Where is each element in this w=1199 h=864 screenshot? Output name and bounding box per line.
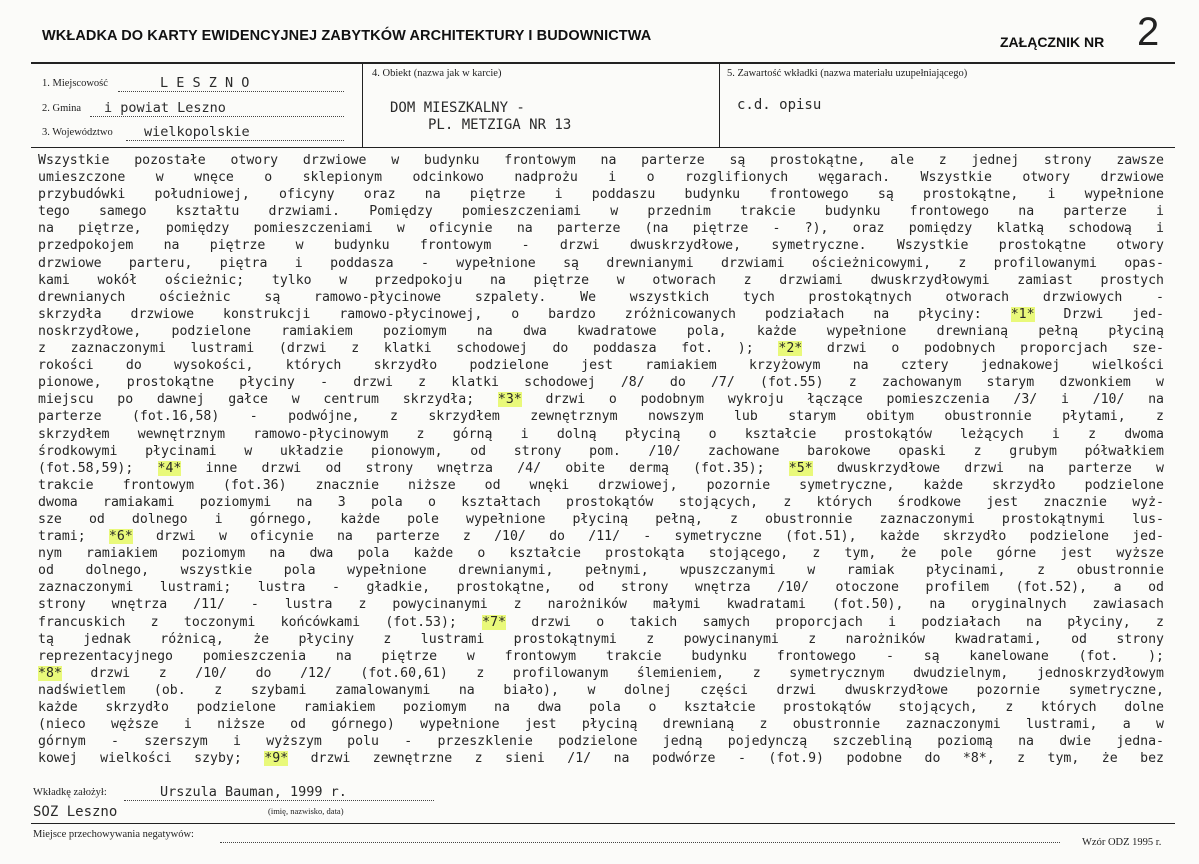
field-commune-value: i powiat Leszno xyxy=(104,100,226,116)
annex-label: ZAŁĄCZNIK NR xyxy=(1000,34,1105,50)
made-by-hint: (imię, nazwisko, data) xyxy=(268,806,344,816)
text-line xyxy=(38,152,1164,169)
text-segment: górnym - szerszym i wyższym polu - przeszklenie podzielone jedną pojedynczą szczebliną poziomą na dwie jedna- xyxy=(38,734,1164,750)
form-title: WKŁADKA DO KARTY EWIDENCYJNEJ ZABYTKÓW ARCHITEKTURY I BUDOWNICTWA xyxy=(42,28,652,44)
field-content-value: c.d. opisu xyxy=(737,97,822,113)
text-segment: rokości do wysokości, których skrzydło podzielone jest ramiakiem krzyżowym na cztery jednakowej wielkości xyxy=(38,358,1164,374)
text-line xyxy=(38,169,1164,186)
field-object-value-line1: DOM MIESZKALNY - xyxy=(390,100,525,116)
text-line xyxy=(38,733,1164,750)
text-line xyxy=(38,716,1164,733)
field-commune-dots xyxy=(90,116,344,117)
text-segment: drzwi o takich samych proporcjach i podziałach na płyciny, z xyxy=(505,614,1164,630)
text-line xyxy=(38,220,1164,237)
highlighted-marker: *4* xyxy=(157,460,182,476)
header-bottom-rule xyxy=(31,147,1175,148)
annex-number: 2 xyxy=(1137,10,1160,54)
text-line xyxy=(38,391,1164,408)
text-segment: z zaznaczonymi lustrami (drzwi z klatki schodowej do poddasza fot. ); xyxy=(38,341,779,357)
text-segment: noskrzydłowe, podzielone ramiakiem poziomym na dwa kwadratowe pola, każde wypełnione drewnianą pełną płyciną xyxy=(38,323,1164,339)
text-line xyxy=(38,203,1164,220)
field-province-value: wielkopolskie xyxy=(144,124,250,140)
text-segment: skrzydła drzwiowe konstrukcji ramowo-płycinowej, o bardzo zróżnicowanych podziałach na płyciny: xyxy=(38,306,1011,322)
text-line xyxy=(38,443,1164,460)
text-line xyxy=(38,682,1164,699)
highlighted-marker: *3* xyxy=(497,392,522,408)
field-province-label: 3. Województwo xyxy=(42,127,113,138)
text-segment: (nieco węższe i niższe od górnego) wypełnione jest płyciną drewnianą z obustronnie zaznaczonymi lustrami, a w xyxy=(38,717,1164,733)
text-line xyxy=(38,648,1164,665)
field-locality-label: 1. Miejscowość xyxy=(42,78,108,89)
text-segment: drzwi o podobnym wykroju łączące pomieszczenia /3/ i /10/ na xyxy=(521,392,1164,408)
text-line xyxy=(38,272,1164,289)
text-line xyxy=(38,750,1164,767)
text-line xyxy=(38,579,1164,596)
field-locality-dots xyxy=(118,91,344,92)
text-line xyxy=(38,255,1164,272)
text-line xyxy=(38,528,1164,545)
made-by-label: Wkładkę założył: xyxy=(33,787,107,798)
text-segment: trakcie frontowym (fot.36) znacznie niższe od wnęki drzwiowej, pozornie symetryczne, każde skrzydło podzielone xyxy=(38,477,1164,493)
text-segment: drewnianych ościeżnic są ramowo-płycinowe szpalety. We wszystkich tych prostokątnych otworach drzwiowych - xyxy=(38,289,1164,305)
text-segment: drzwi z /10/ do /12/ (fot.60,61) z profilowanym ślemieniem, z symetrycznym dwudzielnym, jednoskrzydłowym xyxy=(61,665,1164,681)
text-line xyxy=(38,562,1164,579)
text-segment: kami wokół ościeżnic; tylko w przedpokoju na piętrze w otworach z drzwiami dwuskrzydłowymi zamiast prostych xyxy=(38,272,1164,288)
text-line xyxy=(38,340,1164,357)
field-locality-value: L E S Z N O xyxy=(160,75,250,91)
text-segment: na piętrze, pomiędzy pomieszczeniami w oficynie na parterze (na piętrze - ?), oraz pomiędzy klatką schodową i xyxy=(38,221,1164,237)
text-segment: każde skrzydło podzielone ramiakiem poziomym na dwa pola o kształcie prostokątów stojących, z których dolne xyxy=(38,700,1164,715)
text-segment: francuskich z toczonymi końcówkami (fot.53); xyxy=(38,614,483,630)
text-segment: Wszystkie pozostałe otwory drzwiowe w budynku frontowym na parterze są prostokątne, ale z jednej strony zawsze xyxy=(38,153,1164,168)
text-segment: przybudówki południowej, oficyny oraz na piętrze i poddaszu budynku frontowego są prostokątne, i wypełnione xyxy=(38,187,1164,203)
text-line xyxy=(38,237,1164,254)
text-segment: trami; xyxy=(38,529,109,545)
text-line xyxy=(38,699,1164,716)
text-segment: przedpokojem na piętrze w budynku frontowym - drzwi dwuskrzydłowe, symetryczne. Wszystkie prostokątne otwory xyxy=(38,238,1164,254)
text-segment: drzwi zewnętrzne z sieni /1/ na podwórze - (fot.9) podobne do *8*, z tym, że bez xyxy=(288,751,1164,767)
negatives-label: Miejsce przechowywania negatywów: xyxy=(33,829,194,840)
text-segment: reprezentacyjnego pomieszczenia na piętrze w frontowym trakcie budynku frontowego - są kanelowane (fot. ); xyxy=(38,648,1164,664)
text-line xyxy=(38,631,1164,648)
text-segment: skrzydłem wewnętrznym ramowo-płycinowym z górną i dolną płyciną o kształcie prostokątów leżących i z dwoma xyxy=(38,426,1164,442)
text-segment: środkowymi płycinami w układzie pionowym, od strony pom. /10/ zachowane barokowe opaski z grubym półwałkiem xyxy=(38,443,1164,459)
text-line xyxy=(38,596,1164,613)
text-line xyxy=(38,306,1164,323)
highlighted-marker: *5* xyxy=(788,460,813,476)
text-segment: Drzwi jed- xyxy=(1034,306,1164,322)
text-segment: parterze (fot.16,58) - podwójne, z skrzydłem zewnętrznym nowszym lub starym obitym obustronnie płytami, z xyxy=(38,409,1164,425)
text-segment: tego samego kształtu drzwiami. Pomiędzy pomieszczeniami w przednim trakcie budynku frontowego na parterze i xyxy=(38,204,1164,220)
text-line xyxy=(38,477,1164,494)
field-commune-label: 2. Gmina xyxy=(42,103,82,114)
text-segment: inne drzwi od strony wnętrza /4/ obite dermą (fot.35); xyxy=(181,460,789,476)
text-line xyxy=(38,665,1164,682)
highlighted-marker: *8* xyxy=(38,665,62,681)
text-line xyxy=(38,511,1164,528)
text-segment: sze od dolnego i górnego, każde pole wypełnione płyciną pełną, z obustronnie zaznaczonymi prostokątnymi lus- xyxy=(38,511,1164,527)
text-line xyxy=(38,614,1164,631)
text-segment: dwoma ramiakami poziomymi na 3 pola o kształtach prostokątów stojących, z których środkowe jest znacznie wyż- xyxy=(38,494,1164,510)
text-segment: drzwiowe parteru, piętra i poddasza - wypełnione są drewnianymi drzwiami ościeżnicowymi, z profilowanymi opas- xyxy=(38,255,1164,271)
highlighted-marker: *9* xyxy=(264,751,289,767)
text-line xyxy=(38,374,1164,391)
text-segment: pionowe, prostokątne płyciny - drzwi z klatki schodowej /8/ do /7/ (fot.55) z zachowanym starym dzwonkiem w xyxy=(38,375,1164,391)
text-segment: umieszczone w wnęce o sklepionym odcinkowo nadprożu i o rozglifionych węgarach. Wszystkie otwory drzwiowe xyxy=(38,170,1164,186)
form-code: Wzór ODZ 1995 r. xyxy=(1082,837,1162,848)
office-name: SOZ Leszno xyxy=(33,804,118,820)
text-line xyxy=(38,289,1164,306)
footer-rule xyxy=(31,823,1175,824)
made-by-dots xyxy=(124,800,434,801)
text-line xyxy=(38,186,1164,203)
field-province-dots xyxy=(126,140,344,141)
column-divider-1 xyxy=(362,62,363,148)
field-content-label: 5. Zawartość wkładki (nazwa materiału uzupełniającego) xyxy=(727,68,968,79)
text-line xyxy=(38,408,1164,425)
column-divider-2 xyxy=(719,62,720,148)
text-segment: drzwi o podobnych proporcjach sze- xyxy=(802,341,1164,357)
text-segment: zaznaczonymi lustrami; lustra - gładkie, prostokątne, od strony wnętrza /10/ otoczone profilem (fot.52), a od xyxy=(38,580,1164,596)
text-line xyxy=(38,426,1164,443)
highlighted-marker: *7* xyxy=(482,614,506,630)
text-line xyxy=(38,545,1164,562)
highlighted-marker: *6* xyxy=(108,529,133,545)
highlighted-marker: *1* xyxy=(1010,306,1035,322)
text-segment: nym ramiakiem poziomym na dwa pola każde o kształcie prostokąta stojącego, z tym, że pole górne jest wyższe xyxy=(38,546,1164,562)
made-by-value: Urszula Bauman, 1999 r. xyxy=(160,784,347,800)
text-line xyxy=(38,494,1164,511)
text-segment: drzwi w oficynie na parterze z /10/ do /11/ - symetryczne (fot.51), każde skrzydło podzielone jed- xyxy=(132,529,1164,545)
text-line xyxy=(38,460,1164,477)
negatives-dots xyxy=(220,842,1060,843)
highlighted-marker: *2* xyxy=(778,341,803,357)
text-segment: miejscu po dawnej gałce w centrum skrzydła; xyxy=(38,392,498,408)
field-object-value-line2: PL. METZIGA NR 13 xyxy=(428,117,572,133)
text-line xyxy=(38,357,1164,374)
text-segment: (fot.58,59); xyxy=(38,460,158,476)
text-segment: od dolnego, wszystkie pola wypełnione drewnianymi, pełnymi, wpuszczanymi w ramiak płycinami, z obustronnie xyxy=(38,563,1164,579)
text-line xyxy=(38,323,1164,340)
text-segment: dwuskrzydłowe drzwi na parterze w xyxy=(812,460,1164,476)
header-top-rule xyxy=(31,62,1175,64)
text-segment: strony wnętrza /11/ - lustra z powycinanymi z narożników małymi kwadratami (fot.50), na oryginalnych zawiasach xyxy=(38,597,1164,613)
text-segment: tą jednak różnicą, że płyciny z lustrami prostokątnymi z powycinanymi z narożników kwadratami, od strony xyxy=(38,631,1164,647)
text-segment: kowej wielkości szyby; xyxy=(38,751,265,767)
field-object-label: 4. Obiekt (nazwa jak w karcie) xyxy=(372,68,502,79)
text-segment: nadświetlem (ob. z szybami zamalowanymi na biało), w dolnej części drzwi dwuskrzydłowe pozornie symetryczne, xyxy=(38,682,1164,698)
description-text xyxy=(38,152,1164,767)
